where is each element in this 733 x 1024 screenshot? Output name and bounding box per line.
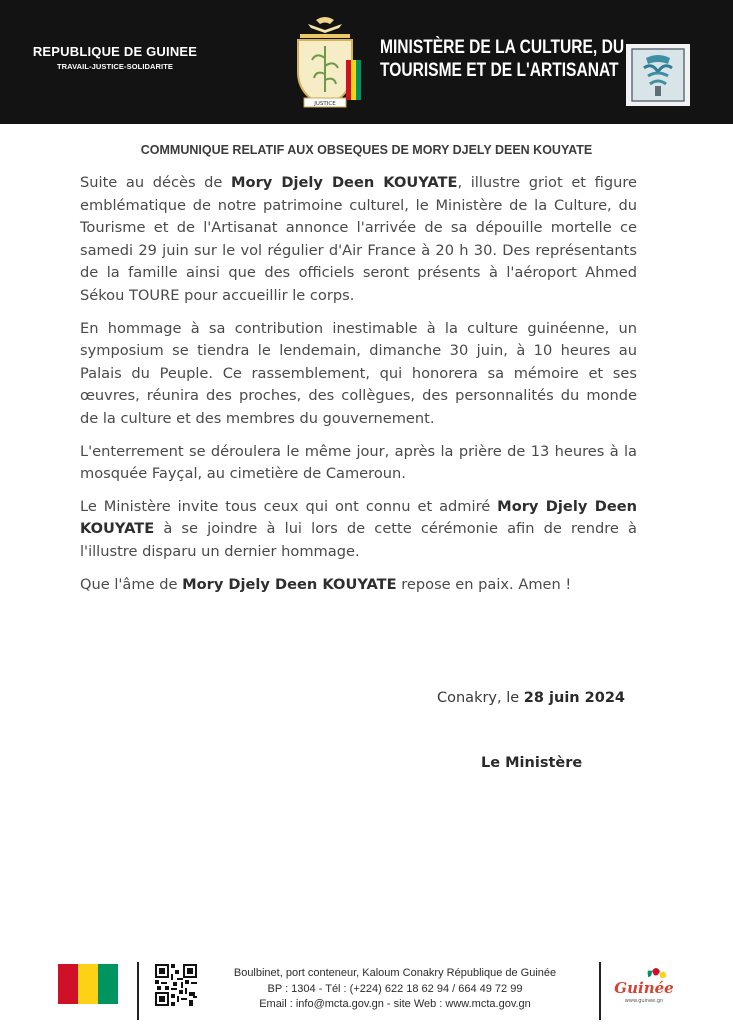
address-line: Boulbinet, port conteneur, Kaloum Conakry République de Guinée <box>233 967 557 979</box>
brand-url: www.guinee.gn <box>624 998 664 1004</box>
republic-block <box>0 44 230 71</box>
paragraph-invitation: Le Ministère invite tous ceux qui ont connu et admiré Mory Djely Deen KOUYATE à se joindre à lui lors de cette cérémonie afin de rendre à l'illustre disparu un dernier hommage. <box>80 497 638 560</box>
letterhead-banner <box>0 0 733 124</box>
deceased-name: Mory Djely Deen KOUYATE <box>231 174 458 191</box>
signature-date: Conakry, le 28 juin 2024 <box>437 690 626 706</box>
paragraph-arrival: Suite au décès de Mory Djely Deen KOUYATE, illustre griot et figure emblématique de notre patrimoine culturel, le Ministère de la Culture, du Tourisme et de l'Artisanat annonce l'arrivée de sa dépouille mortelle ce samedi 29 juin sur le vol régulier d'Air France à 20 h 30. Des représentants de la famille ainsi que des officiels seront présents à l'aéroport Ahmed Sékou TOURE pour accueillir le corps. <box>80 174 638 304</box>
qr-code-icon[interactable] <box>155 964 197 1006</box>
web-line[interactable]: Email : info@mcta.gov.gn - site Web : www.mcta.gov.gn <box>259 998 531 1010</box>
coat-of-arms-icon <box>282 14 368 114</box>
republic-name: REPUBLIQUE DE GUINEE <box>32 44 198 59</box>
brand-name: Guinée <box>614 979 674 997</box>
footer-divider <box>599 962 601 1020</box>
footer-divider <box>137 962 139 1020</box>
coat-banner-text: JUSTICE <box>314 101 336 107</box>
deceased-name: Mory Djely Deen KOUYATE <box>80 497 638 538</box>
paragraph-burial: L'enterrement se déroulera le même jour, après la prière de 13 heures à la mosquée Fayçal, au cimetière de Cameroun. <box>80 442 637 483</box>
paragraph-prayer: Que l'âme de Mory Djely Deen KOUYATE repose en paix. Amen ! <box>80 575 572 593</box>
ministry-title-line1: MINISTÈRE DE LA CULTURE, DU <box>380 37 625 58</box>
communique-body <box>80 172 637 606</box>
guinee-brand-logo <box>608 965 680 1007</box>
deceased-name: Mory Djely Deen KOUYATE <box>182 575 397 593</box>
guinea-flag-icon <box>58 964 118 1004</box>
paragraph-symposium: En hommage à sa contribution inestimable à la culture guinéenne, un symposium se tiendra le lendemain, dimanche 30 juin, à 10 heures au Palais du Peuple. Ce rassemblement, qui honorera sa mémoire et ses œuvres, réunira des proches, des collègues, des personnalités du monde de la culture et des membres du gouvernement. <box>80 319 637 427</box>
footer-address <box>205 966 585 1013</box>
ministry-logo-icon <box>626 44 690 106</box>
ministry-title <box>380 36 625 82</box>
signatory: Le Ministère <box>481 755 583 771</box>
ministry-title-line2: TOURISME ET DE L'ARTISANAT <box>380 60 619 81</box>
contact-line: BP : 1304 - Tél : (+224) 622 18 62 94 / 664 49 72 99 <box>267 982 523 995</box>
republic-motto: TRAVAIL-JUSTICE-SOLIDARITE <box>56 62 174 71</box>
communique-subject: COMMUNIQUE RELATIF AUX OBSEQUES DE MORY DJELY DEEN KOUYATE <box>140 143 593 157</box>
